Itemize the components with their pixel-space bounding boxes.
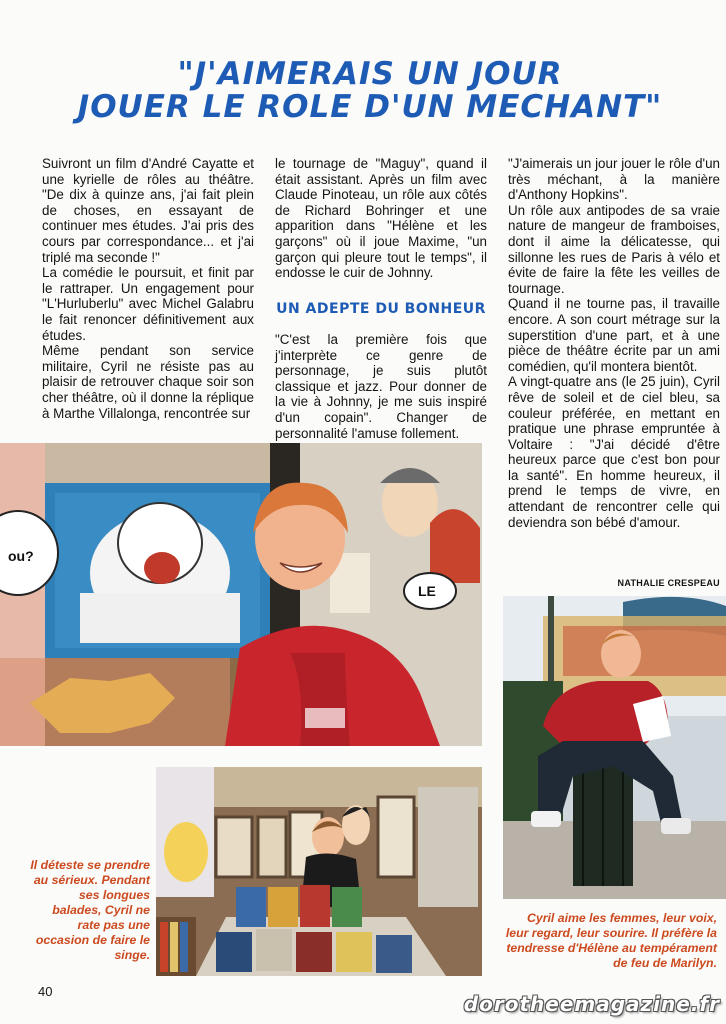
main-photo-illustration [0, 443, 482, 746]
subheading: UN ADEPTE DU BONHEUR [276, 301, 486, 317]
main-speech-bubble-text: ou? [8, 548, 34, 564]
article-headline [40, 58, 700, 124]
headline-line-1: "J'AIMERAIS UN JOUR [177, 56, 563, 92]
headline-line-2: JOUER LE ROLE D'UN MECHANT" [77, 89, 663, 125]
text-column-2 [275, 156, 487, 281]
col2-paragraph-bottom: "C'est la première fois que j'interprète ce genre de personnage, je suis plutôt classique et jazz. Pour donner de la vie à Johnny, je me suis inspiré d'un copain". Changer de personnalité l'amuse follement. [275, 332, 487, 441]
page-number: 40 [38, 984, 53, 999]
col1-paragraph-1: Suivront un film d'André Cayatte et une kyrielle de rôles au théâtre. "De dix à quinze ans, j'ai fait plein de choses, en essayant de continuer mes études. J'ai pris des cours par correspondance... et j'ai triplé ma seconde !" [42, 156, 254, 265]
text-column-3 [508, 156, 720, 530]
carousel-photo-illustration [503, 596, 726, 899]
col1-paragraph-2: La comédie le poursuit, et finit par le rattraper. Un engagement pour "L'Hurluberlu" avec Michel Galabru le fait renoncer définitivement aux études. [42, 265, 254, 343]
bookstore-photo-illustration [156, 767, 482, 976]
text-column-1 [42, 156, 254, 421]
caption-right: Cyril aime les femmes, leur voix, leur regard, leur sourire. Il préfère la tendresse d'Hélène au tempérament de feu de Marilyn. [505, 911, 717, 970]
col1-paragraph-3: Même pendant son service militaire, Cyril ne résiste pas au plaisir de retrouver chaque soir son cher théâtre, où il donne la réplique à Marthe Villalonga, rencontrée sur [42, 343, 254, 421]
col3-paragraph-2: Un rôle aux antipodes de sa vraie nature de mangeur de framboises, dont il aime la délicatesse, qui sillonne les rues de Paris à vélo et évite de faire la fête les veilles de tournage. [508, 202, 720, 296]
carousel-photo [503, 596, 726, 899]
bookstore-photo [156, 767, 482, 976]
website-watermark: dorotheemagazine.fr [463, 992, 720, 1016]
col2-paragraph-top: le tournage de "Maguy", quand il était assistant. Après un film avec Claude Pinoteau, un rôle aux côtés de Richard Bohringer et une apparition dans "Hélène et les garçons" où il joue Maxime, "un garçon qui pleure tout le temps", il endosse le cuir de Johnny. [275, 156, 487, 281]
col3-paragraph-3: Quand il ne tourne pas, il travaille encore. A son court métrage sur la superstition d'une part, et à une pièce de théâtre écrite par un ami comédien, qu'il montera bientôt. [508, 296, 720, 374]
text-column-2-continued [275, 332, 487, 441]
caption-left: Il déteste se prendre au sérieux. Pendant ses longues balades, Cyril ne rate pas une occasion de faire le singe. [30, 858, 150, 962]
main-photo [0, 443, 482, 746]
author-signature: NATHALIE CRESPEAU [617, 578, 720, 588]
col3-paragraph-4: A vingt-quatre ans (le 25 juin), Cyril rêve de soleil et de ciel bleu, sa couleur préférée, en mettant en pratique une phrase empruntée à Voltaire : "J'ai décidé d'être heureux parce que c'est bon pour la santé". En homme heureux, il prend le temps de vivre, en attendant de rencontrer celle qui deviendra son bébé d'amour. [508, 374, 720, 530]
main-comic-bubble-text: LE [418, 583, 436, 599]
col3-paragraph-1: "J'aimerais un jour jouer le rôle d'un très méchant, à la manière d'Anthony Hopkins". [508, 156, 720, 203]
